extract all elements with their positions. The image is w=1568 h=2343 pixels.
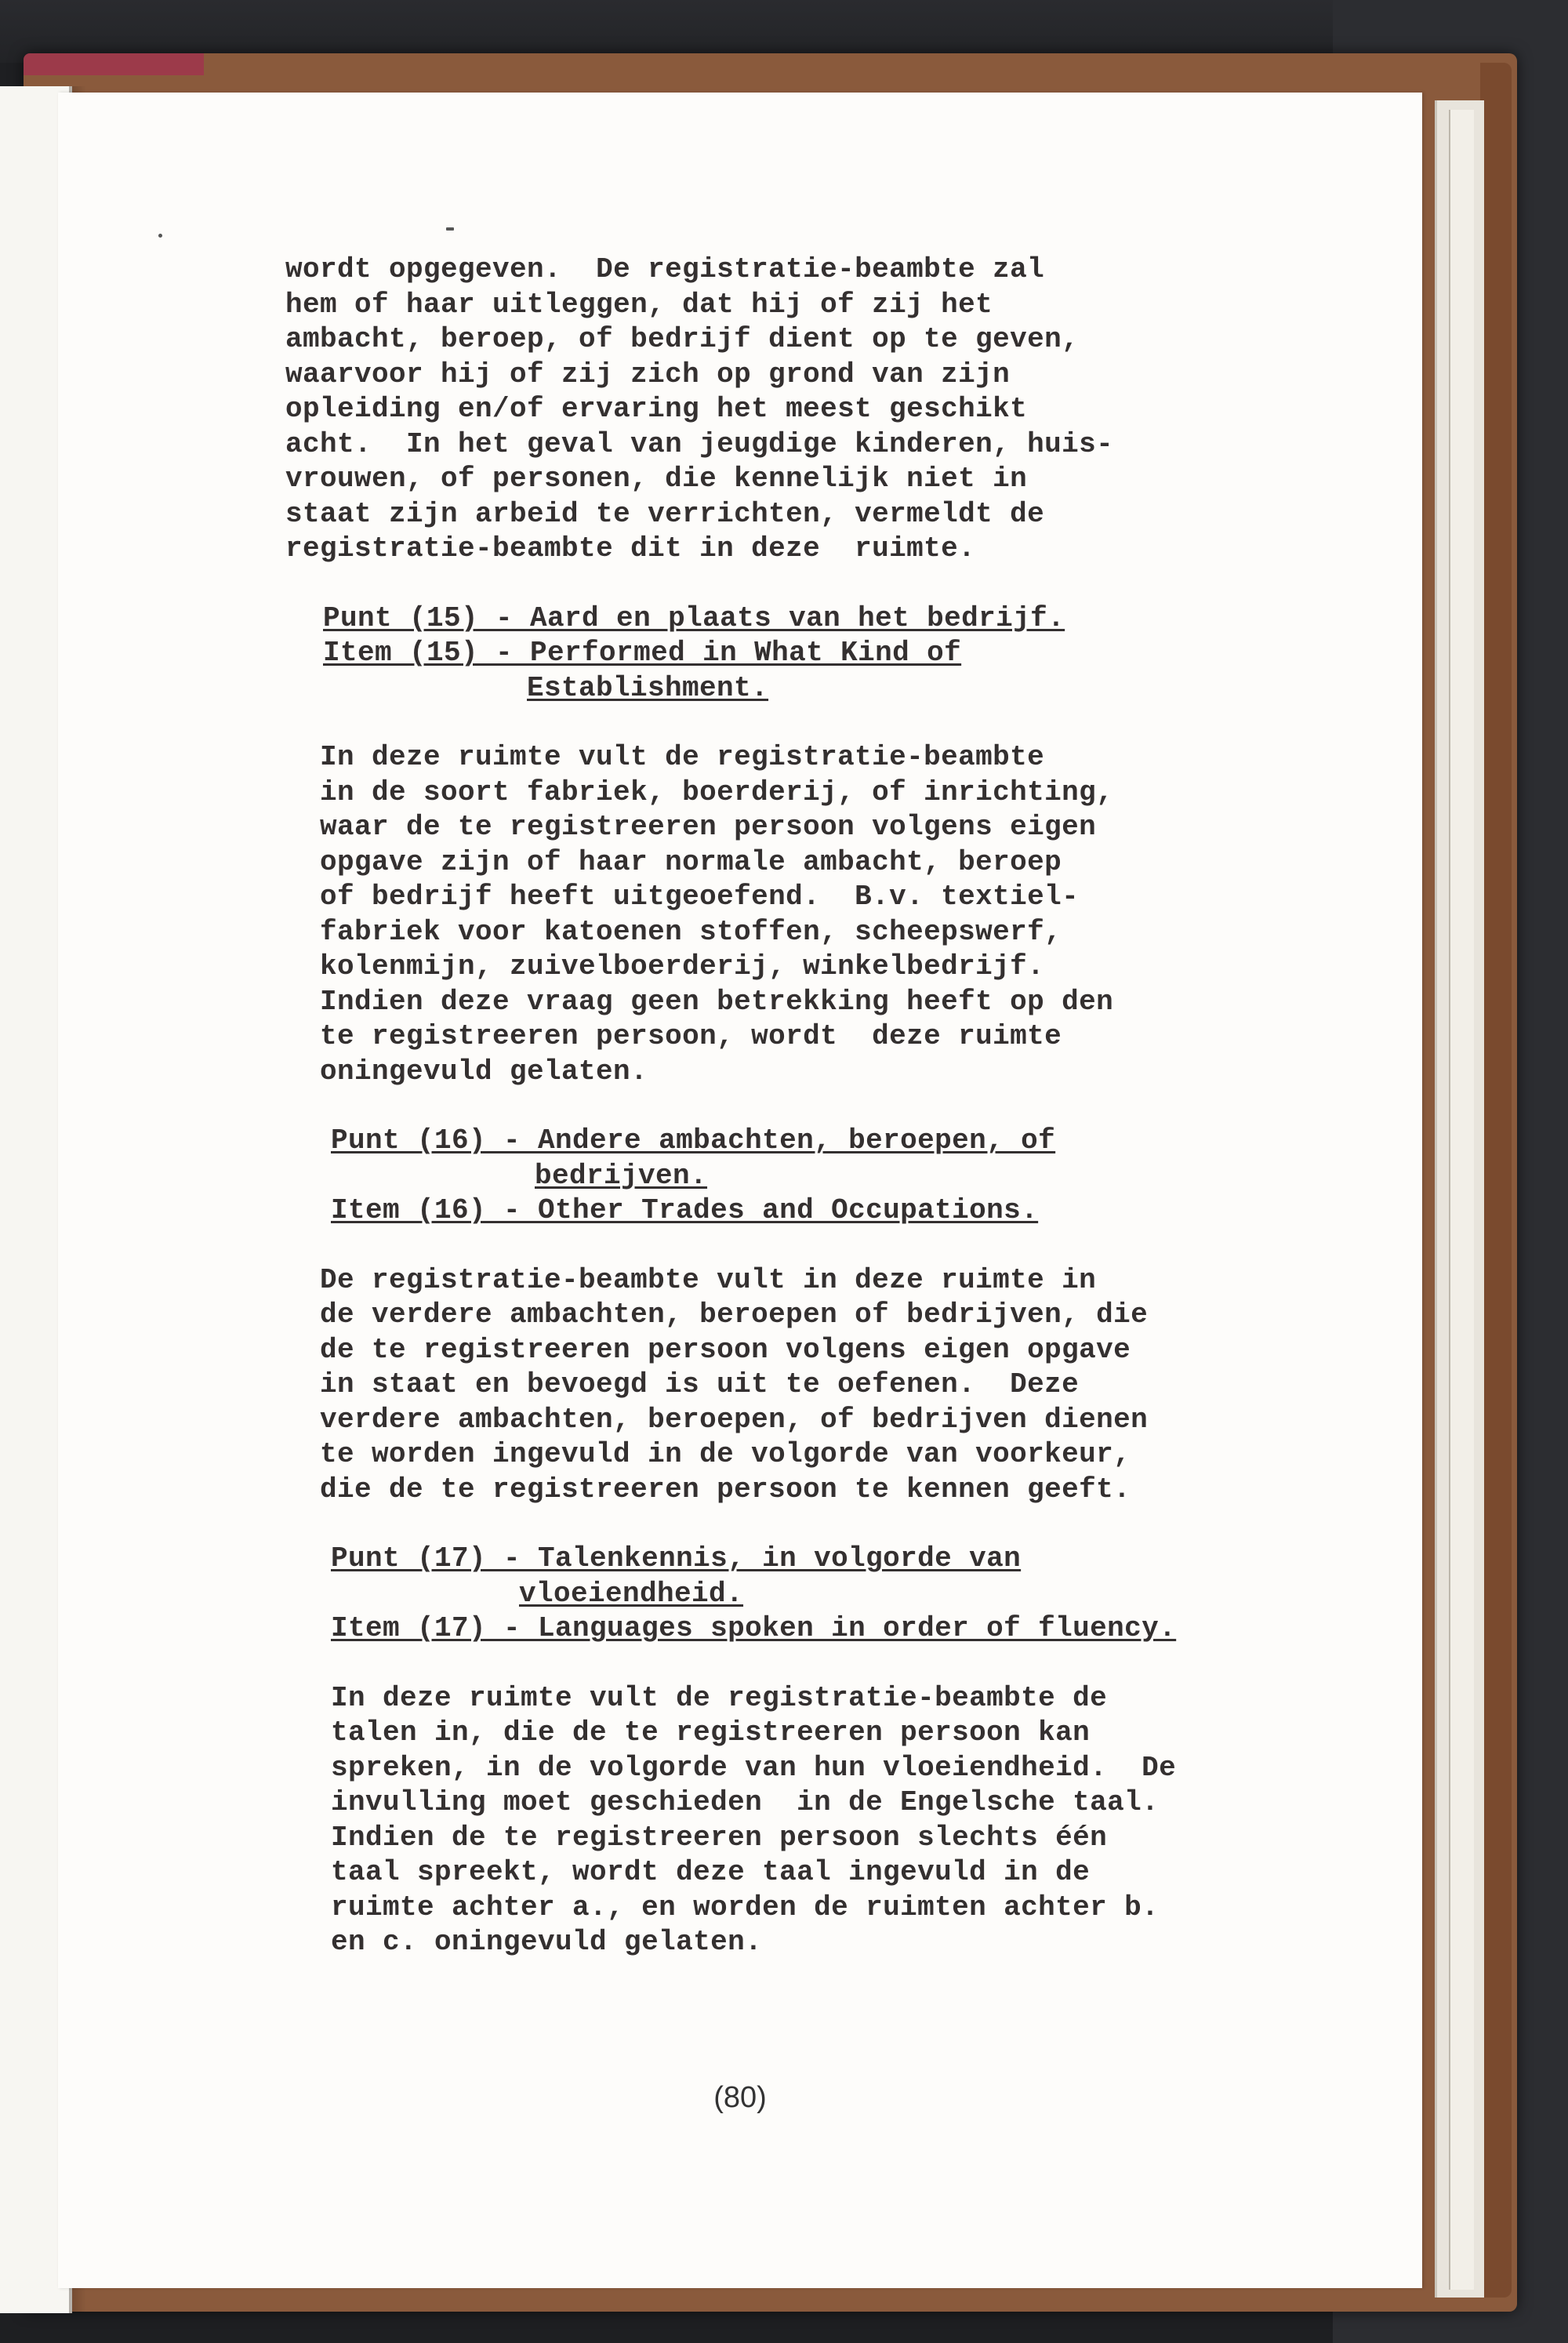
heading-line-continuation: vloeiendheid. bbox=[519, 1577, 744, 1610]
heading-line-english: Item (15) - Performed in What Kind of bbox=[323, 637, 962, 669]
paragraph-item-16: De registratie-beambte vult in deze ruimte in de verdere ambachten, beroepen of bedrijven, die de te registreeren persoon volgens eigen opgave in staat en bevoegd is uit te oefenen. Deze verdere ambachten, beroepen, of bedrijven dienen te worden ingevuld in de volgorde van voorkeur, die de te registreeren persoon te kennen geeft. bbox=[320, 1263, 1149, 1506]
page-content bbox=[285, 252, 1289, 1960]
paper-speck bbox=[446, 227, 454, 231]
heading-line-english: Item (17) - Languages spoken in order of fluency. bbox=[331, 1612, 1177, 1644]
page-stack-edge-inner bbox=[1449, 110, 1474, 2290]
page-number: (80) bbox=[713, 2081, 767, 2114]
section-heading-15 bbox=[285, 601, 1289, 707]
heading-line-english: Item (16) - Other Trades and Occupations. bbox=[331, 1194, 1039, 1226]
heading-line-dutch: Punt (15) - Aard en plaats van het bedrijf. bbox=[323, 601, 1065, 634]
section-heading-17 bbox=[285, 1542, 1289, 1647]
heading-line-continuation: Establishment. bbox=[527, 671, 769, 704]
paragraph-intro: wordt opgegeven. De registratie-beambte zal hem of haar uitleggen, dat hij of zij het ambacht, beroep, of bedrijf dient op te geven, waarvoor hij of zij zich op grond van zijn opleiding en/of ervaring het meest geschikt acht. In het geval van jeugdige kinderen, huis- vrouwen, of personen, die kennelijk niet in staat zijn arbeid te verrichten, vermeldt de registratie-beambte dit in deze ruimte. bbox=[285, 253, 1114, 565]
document-page bbox=[58, 93, 1422, 2288]
paper-speck bbox=[158, 234, 162, 238]
book-cover-edge bbox=[1480, 63, 1512, 2298]
heading-line-dutch: Punt (17) - Talenkennis, in volgorde van bbox=[331, 1542, 1022, 1575]
paragraph-item-15: In deze ruimte vult de registratie-beambte in de soort fabriek, boerderij, of inrichting, waar de te registreeren persoon volgens eigen opgave zijn of haar normale ambacht, beroep of bedrijf heeft uitgeoefend. B.v. textiel- fabriek voor katoenen stoffen, scheepswerf, kolenmijn, zuivelboerderij, winkelbedrijf. Indien deze vraag geen betrekking heeft op den te registreeren persoon, wordt deze ruimte oningevuld gelaten. bbox=[320, 741, 1114, 1088]
paragraph-item-17: In deze ruimte vult de registratie-beambte de talen in, die de te registreeren persoon kan spreken, in de volgorde van hun vloeiendheid. De invulling moet geschieden in de Engelsche taal. Indien de te registreeren persoon slechts één taal spreekt, wordt deze taal ingevuld in de ruimte achter a., en worden de ruimten achter b. en c. oningevuld gelaten. bbox=[331, 1681, 1177, 1958]
book-spine-strip bbox=[24, 53, 204, 75]
section-heading-16 bbox=[285, 1124, 1289, 1229]
heading-line-continuation: bedrijven. bbox=[535, 1159, 708, 1192]
heading-line-dutch: Punt (16) - Andere ambachten, beroepen, of bbox=[331, 1124, 1056, 1157]
